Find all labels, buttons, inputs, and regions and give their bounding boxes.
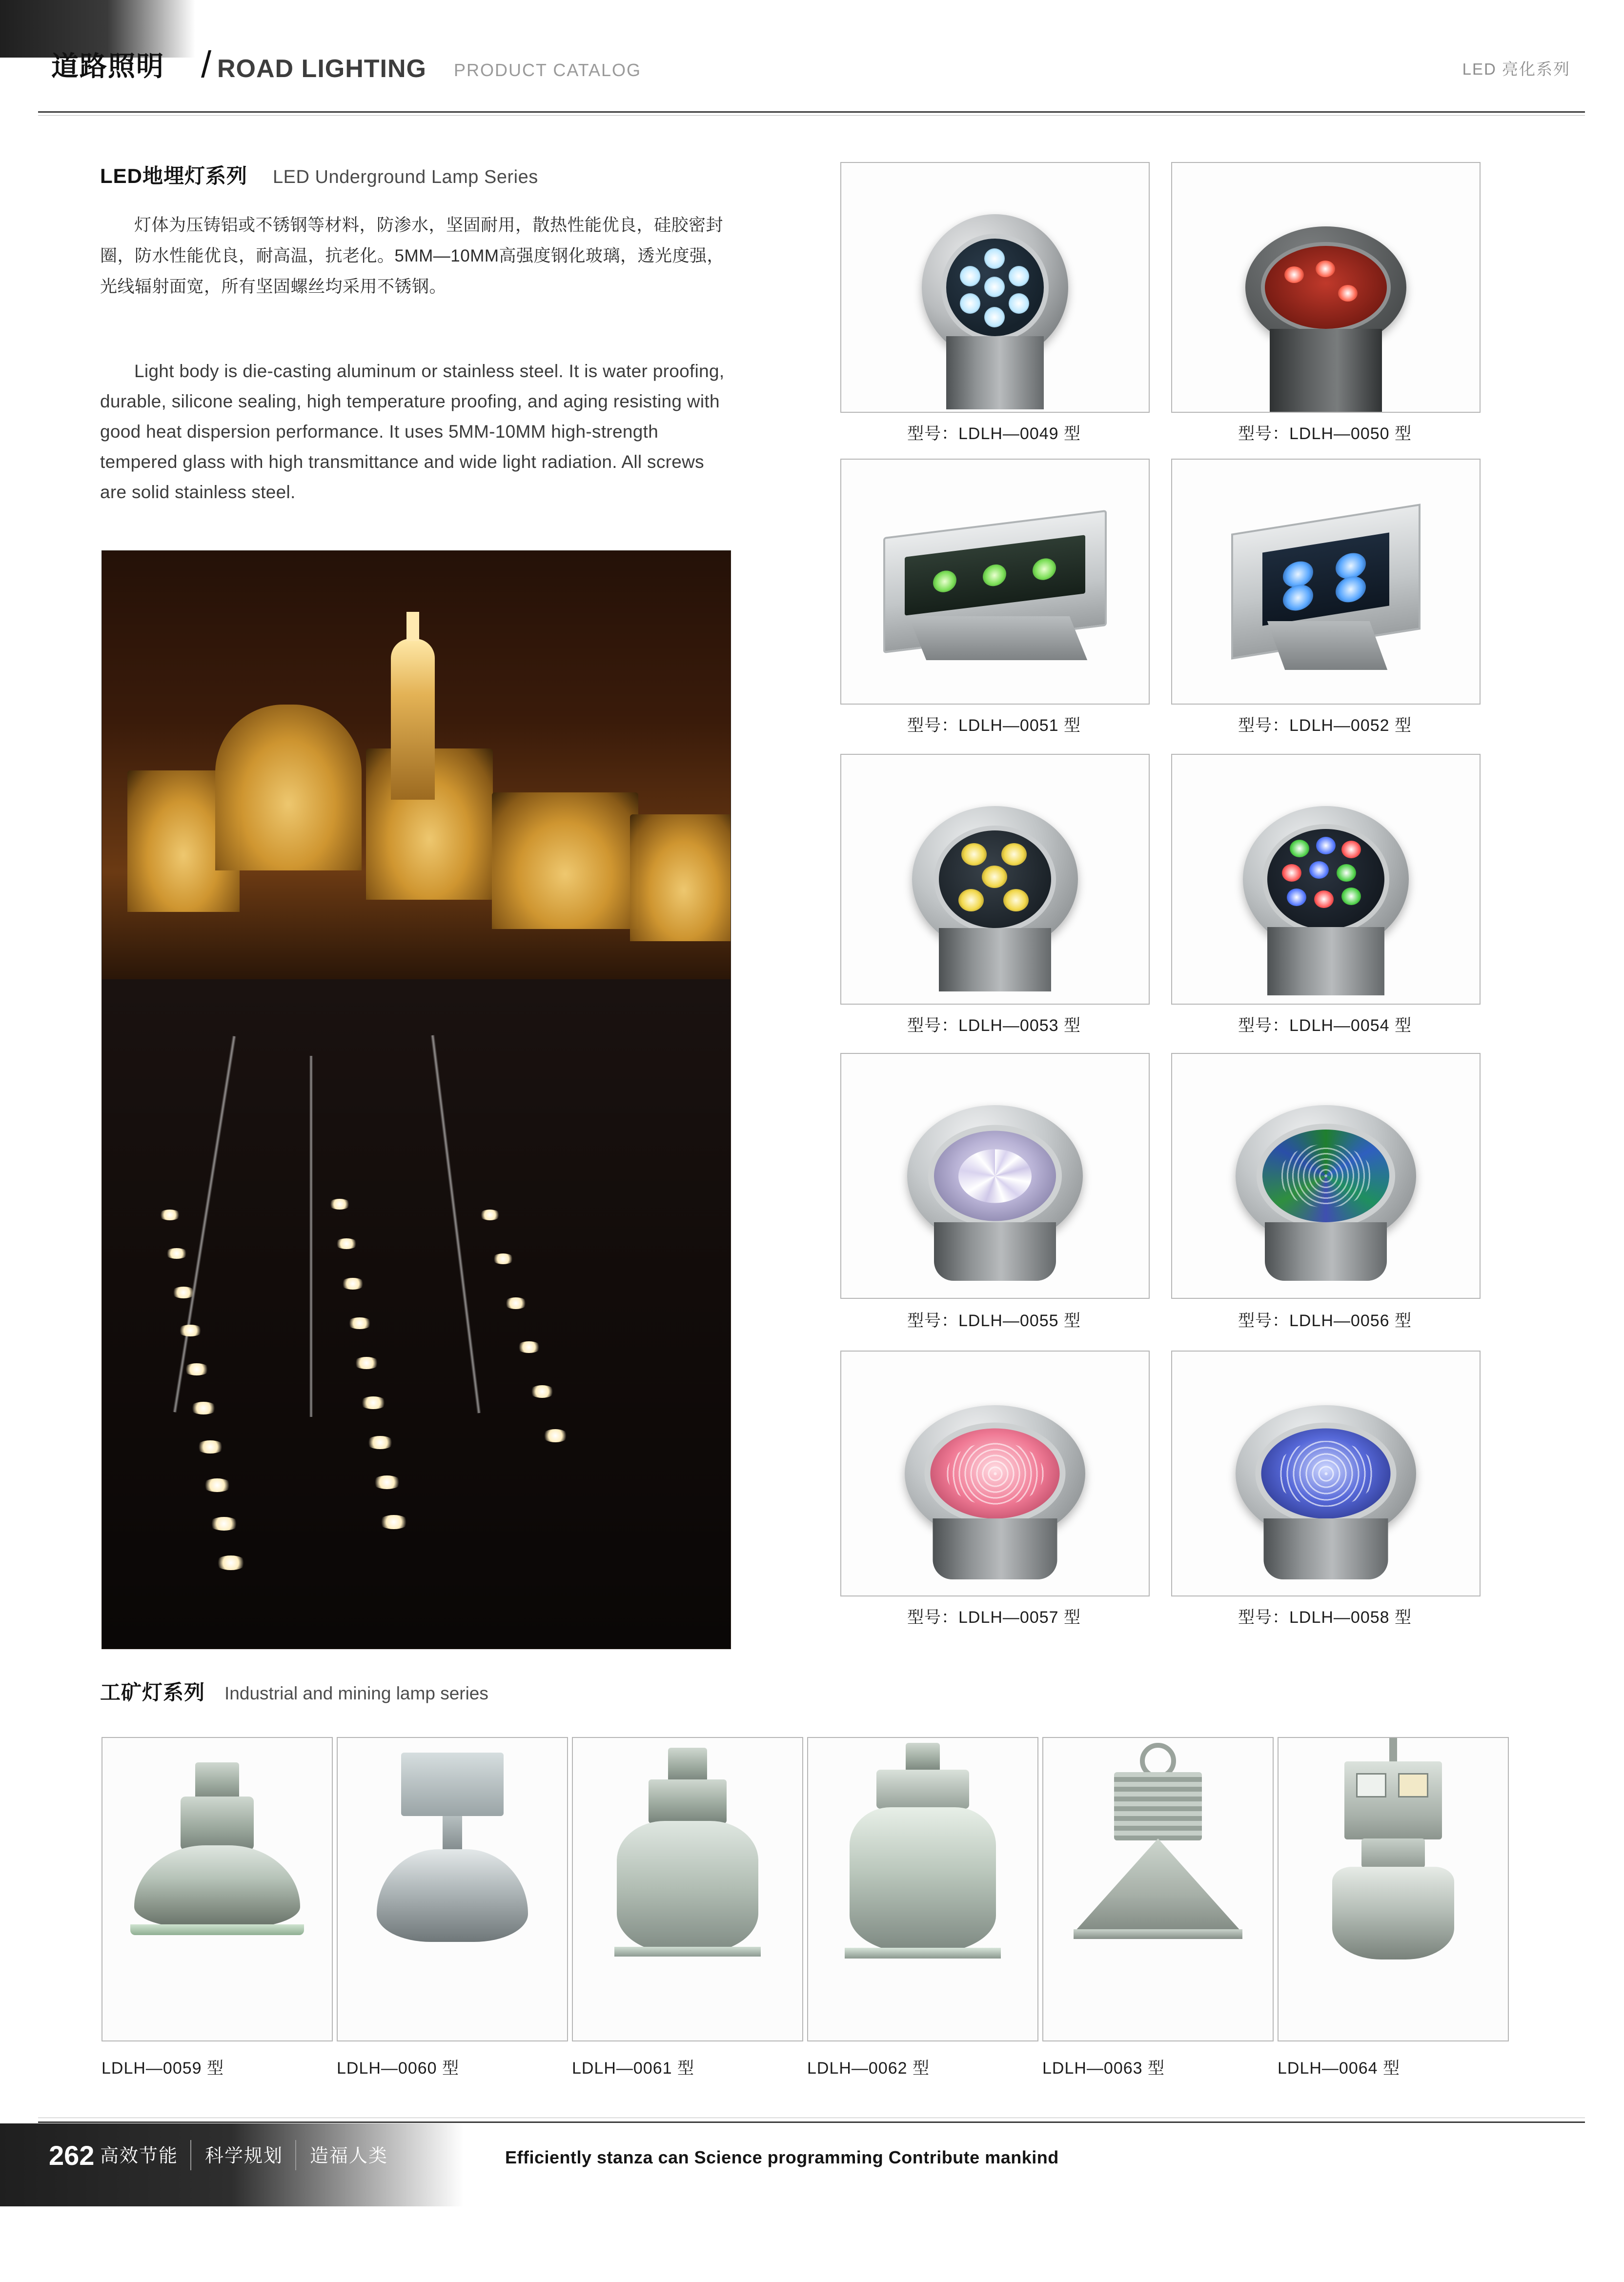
industrial-image-0061[interactable]: [572, 1737, 803, 2041]
product-image-0050[interactable]: [1171, 162, 1481, 413]
product-image-0051[interactable]: [840, 459, 1150, 705]
photo-step-light: [372, 1475, 402, 1489]
lamp-antenna: [1389, 1737, 1397, 1762]
led: [1287, 889, 1306, 906]
photo-step-light: [479, 1210, 501, 1220]
photo-step-light: [347, 1317, 372, 1329]
industrial-caption-0060: LDLH—0060 型: [337, 2059, 460, 2078]
led: [1314, 890, 1334, 908]
section-title-cn: LED地埋灯系列: [100, 164, 248, 187]
lamp-housing: [909, 616, 1087, 660]
industrial-image-0062[interactable]: [807, 1737, 1038, 2041]
product-image-0052[interactable]: [1171, 459, 1481, 705]
section-title-en: LED Underground Lamp Series: [273, 167, 538, 187]
lamp-round-rgb-cluster: [1243, 806, 1409, 952]
led: [960, 293, 980, 314]
lamp-face: [925, 1423, 1066, 1525]
photo-step-light: [171, 1287, 196, 1298]
lamp-neck: [1361, 1838, 1425, 1868]
lamp-housing: [946, 336, 1044, 409]
product-image-0056[interactable]: [1171, 1053, 1481, 1299]
product-caption-0056: 型号：LDLH—0056 型: [1238, 1312, 1412, 1330]
lamp-shade: [377, 1849, 528, 1942]
photo-building: [215, 705, 362, 870]
led: [1009, 293, 1029, 314]
lamp-rim: [1074, 1929, 1242, 1939]
industrial-title-en: Industrial and mining lamp series: [224, 1683, 488, 1703]
led: [1316, 837, 1336, 854]
product-caption-0053: 型号：LDLH—0053 型: [907, 1016, 1081, 1035]
lamp-shade: [617, 1821, 758, 1953]
photo-step-light: [209, 1517, 239, 1531]
led-array: [1276, 1441, 1376, 1507]
lamp-housing: [1265, 1222, 1387, 1281]
header-series-label: LED 亮化系列: [1462, 60, 1570, 78]
photo-step-light: [196, 1440, 224, 1454]
product-caption-0055: 型号：LDLH—0055 型: [907, 1312, 1081, 1330]
lamp-ballast: [649, 1779, 727, 1823]
product-caption-0050: 型号：LDLH—0050 型: [1238, 424, 1412, 443]
section-paragraph-en: Light body is die-casting aluminum or stainless steel. It is water proofing, durable, silicone sealing, high temperature proofing, and aging resisting with good heat dispersion performance. It uses 5MM-10MM high-strength tempered glass with high transmittance and wide light radiation. All screws are solid stainless steel.: [100, 361, 725, 502]
lamp-round-pink-array: [905, 1405, 1085, 1542]
led: [961, 843, 987, 866]
footer-divider: [38, 2121, 1585, 2123]
photo-step-light: [366, 1436, 394, 1449]
header-title-cn: 道路照明: [51, 51, 164, 81]
led: [1341, 841, 1361, 858]
section-title: [100, 166, 538, 186]
lamp-round-yellow-5led: [912, 806, 1078, 952]
led: [984, 248, 1005, 269]
lamp-face: [905, 535, 1085, 615]
lamp-housing: [933, 1518, 1057, 1579]
industrial-image-0063[interactable]: [1042, 1737, 1274, 2041]
led: [1336, 574, 1366, 605]
lamp-face: [941, 234, 1049, 341]
led: [1338, 285, 1358, 302]
lamp-face: [1256, 1423, 1397, 1525]
photo-step-light: [159, 1210, 181, 1220]
lamp-housing: [1267, 927, 1384, 995]
footer-slogan-3: 造福人类: [310, 2146, 388, 2166]
led: [1284, 266, 1304, 283]
lamp-round-blue-array: [1236, 1405, 1416, 1542]
led: [958, 889, 984, 911]
led-array: [1279, 1144, 1372, 1208]
photo-step-light: [492, 1253, 514, 1264]
header-subtitle-en: PRODUCT CATALOG: [454, 60, 642, 80]
lens-pattern: [958, 1149, 1032, 1203]
photo-clock-tower: [391, 639, 435, 800]
lamp-rect-green-3led: [883, 524, 1107, 640]
industrial-title-cn: 工矿灯系列: [100, 1681, 205, 1704]
lamp-housing: [939, 928, 1051, 991]
photo-building: [492, 792, 638, 929]
photo-step-light: [178, 1325, 203, 1336]
header-title-en: ROAD LIGHTING: [217, 55, 426, 83]
product-caption-0058: 型号：LDLH—0058 型: [1238, 1608, 1412, 1627]
lamp-housing: [1270, 329, 1382, 412]
lamp-ballast: [181, 1797, 254, 1850]
led: [983, 563, 1006, 587]
header-corner-block: [0, 0, 195, 58]
lamp-face: [1257, 1124, 1395, 1228]
section-paragraph-cn: 灯体为压铸铝或不锈钢等材料，防渗水，坚固耐用，散热性能优良，硅胶密封圈，防水性能优良，耐高温，抗老化。5MM—10MM高强度钢化玻璃，透光度强，光线辐射面宽，所有坚固螺丝均采用不锈钢。: [100, 216, 725, 296]
lamp-face: [934, 826, 1056, 933]
lamp-cap: [906, 1743, 940, 1772]
photo-step-light: [341, 1278, 365, 1290]
product-image-0058[interactable]: [1171, 1351, 1481, 1596]
led: [1290, 840, 1309, 857]
footer-separator: [190, 2140, 191, 2170]
lamp-housing: [1267, 621, 1387, 670]
led: [1309, 861, 1329, 879]
lamp-heatsink: [1114, 1772, 1202, 1840]
led: [1283, 583, 1313, 613]
lamp-shade: [1075, 1838, 1241, 1931]
page-number: 262: [49, 2140, 95, 2171]
lamp-ballast: [876, 1770, 969, 1809]
led: [933, 569, 956, 594]
lamp-rim: [845, 1948, 1001, 1959]
industrial-caption-0064: LDLH—0064 型: [1278, 2059, 1401, 2078]
lamp-round-rgb-spiral: [1236, 1105, 1416, 1247]
led: [1003, 889, 1029, 911]
industrial-caption-0062: LDLH—0062 型: [807, 2059, 930, 2078]
led: [1337, 864, 1356, 882]
lamp-housing: [1264, 1518, 1388, 1579]
industrial-caption-0063: LDLH—0063 型: [1042, 2059, 1165, 2078]
photo-step-light: [165, 1248, 188, 1259]
led: [1033, 557, 1056, 582]
photo-step-light: [360, 1396, 387, 1409]
product-image-0057[interactable]: [840, 1351, 1150, 1596]
lamp-face: [928, 1125, 1062, 1227]
header-divider-thin: [38, 115, 1585, 116]
photo-step-light: [328, 1199, 351, 1210]
product-caption-0051: 型号：LDLH—0051 型: [907, 716, 1081, 735]
label-plate: [1356, 1773, 1386, 1797]
lamp-face: [1261, 242, 1391, 333]
lamp-round-star-lens: [907, 1105, 1083, 1247]
photo-handrail: [309, 1056, 313, 1417]
page-header: [0, 0, 1624, 115]
led: [984, 277, 1005, 297]
lamp-cap: [195, 1762, 239, 1801]
product-caption-0054: 型号：LDLH—0054 型: [1238, 1016, 1412, 1035]
lamp-round-white-7led: [922, 214, 1068, 361]
header-divider: [38, 111, 1585, 113]
photo-step-light: [353, 1357, 380, 1369]
product-caption-0049: 型号：LDLH—0049 型: [907, 424, 1081, 443]
industrial-image-0064[interactable]: [1278, 1737, 1509, 2041]
footer-slogan-en: Efficiently stanza can Science programming Contribute mankind: [505, 2147, 1059, 2167]
footer-slogan-1: 高效节能: [100, 2146, 179, 2166]
product-caption-0057: 型号：LDLH—0057 型: [907, 1608, 1081, 1627]
industrial-caption-0061: LDLH—0061 型: [572, 2059, 695, 2078]
industrial-caption-0059: LDLH—0059 型: [102, 2059, 224, 2078]
industrial-image-0060[interactable]: [337, 1737, 568, 2041]
led: [960, 266, 980, 286]
photo-step-light: [215, 1555, 246, 1570]
lamp-square-blue-4led: [1231, 519, 1421, 645]
lamp-cap: [668, 1748, 707, 1782]
night-street-lighting-photo: [102, 550, 731, 1649]
lamp-reflector: [1332, 1867, 1454, 1959]
lamp-housing: [934, 1222, 1056, 1281]
lamp-face: [1262, 532, 1389, 626]
led: [1316, 261, 1335, 277]
photo-step-light: [542, 1429, 568, 1442]
lamp-face: [1262, 824, 1389, 934]
warning-plate: [1398, 1773, 1428, 1797]
lamp-shade: [134, 1845, 300, 1928]
lamp-stem: [443, 1816, 462, 1850]
photo-step-light: [529, 1385, 555, 1398]
industrial-image-0059[interactable]: [102, 1737, 333, 2041]
header-slash: /: [201, 44, 212, 85]
lamp-rim: [614, 1947, 761, 1957]
product-image-0053[interactable]: [840, 754, 1150, 1005]
footer-separator: [295, 2140, 296, 2170]
lamp-shade: [850, 1807, 996, 1954]
lamp-round-red-3led: [1245, 226, 1406, 348]
photo-step-light: [190, 1402, 217, 1414]
photo-step-light: [517, 1341, 541, 1353]
led: [1001, 843, 1027, 866]
led: [984, 307, 1005, 327]
photo-step-light: [504, 1297, 528, 1309]
product-image-0055[interactable]: [840, 1053, 1150, 1299]
footer-slogan-2: 科学规划: [205, 2146, 284, 2166]
product-caption-0052: 型号：LDLH—0052 型: [1238, 716, 1412, 735]
lamp-rim: [130, 1924, 304, 1935]
industrial-section-title: [100, 1682, 488, 1703]
led: [1341, 888, 1361, 905]
led: [1009, 266, 1029, 286]
lamp-gear-box: [1344, 1761, 1442, 1839]
photo-ground: [102, 979, 731, 1649]
photo-step-light: [379, 1515, 409, 1529]
product-image-0049[interactable]: [840, 162, 1150, 413]
product-image-0054[interactable]: [1171, 754, 1481, 1005]
lamp-gear-box: [401, 1753, 504, 1816]
led: [982, 866, 1007, 888]
photo-step-light: [335, 1238, 358, 1249]
led-array: [946, 1442, 1044, 1505]
led: [1282, 864, 1301, 882]
photo-building: [630, 814, 731, 941]
